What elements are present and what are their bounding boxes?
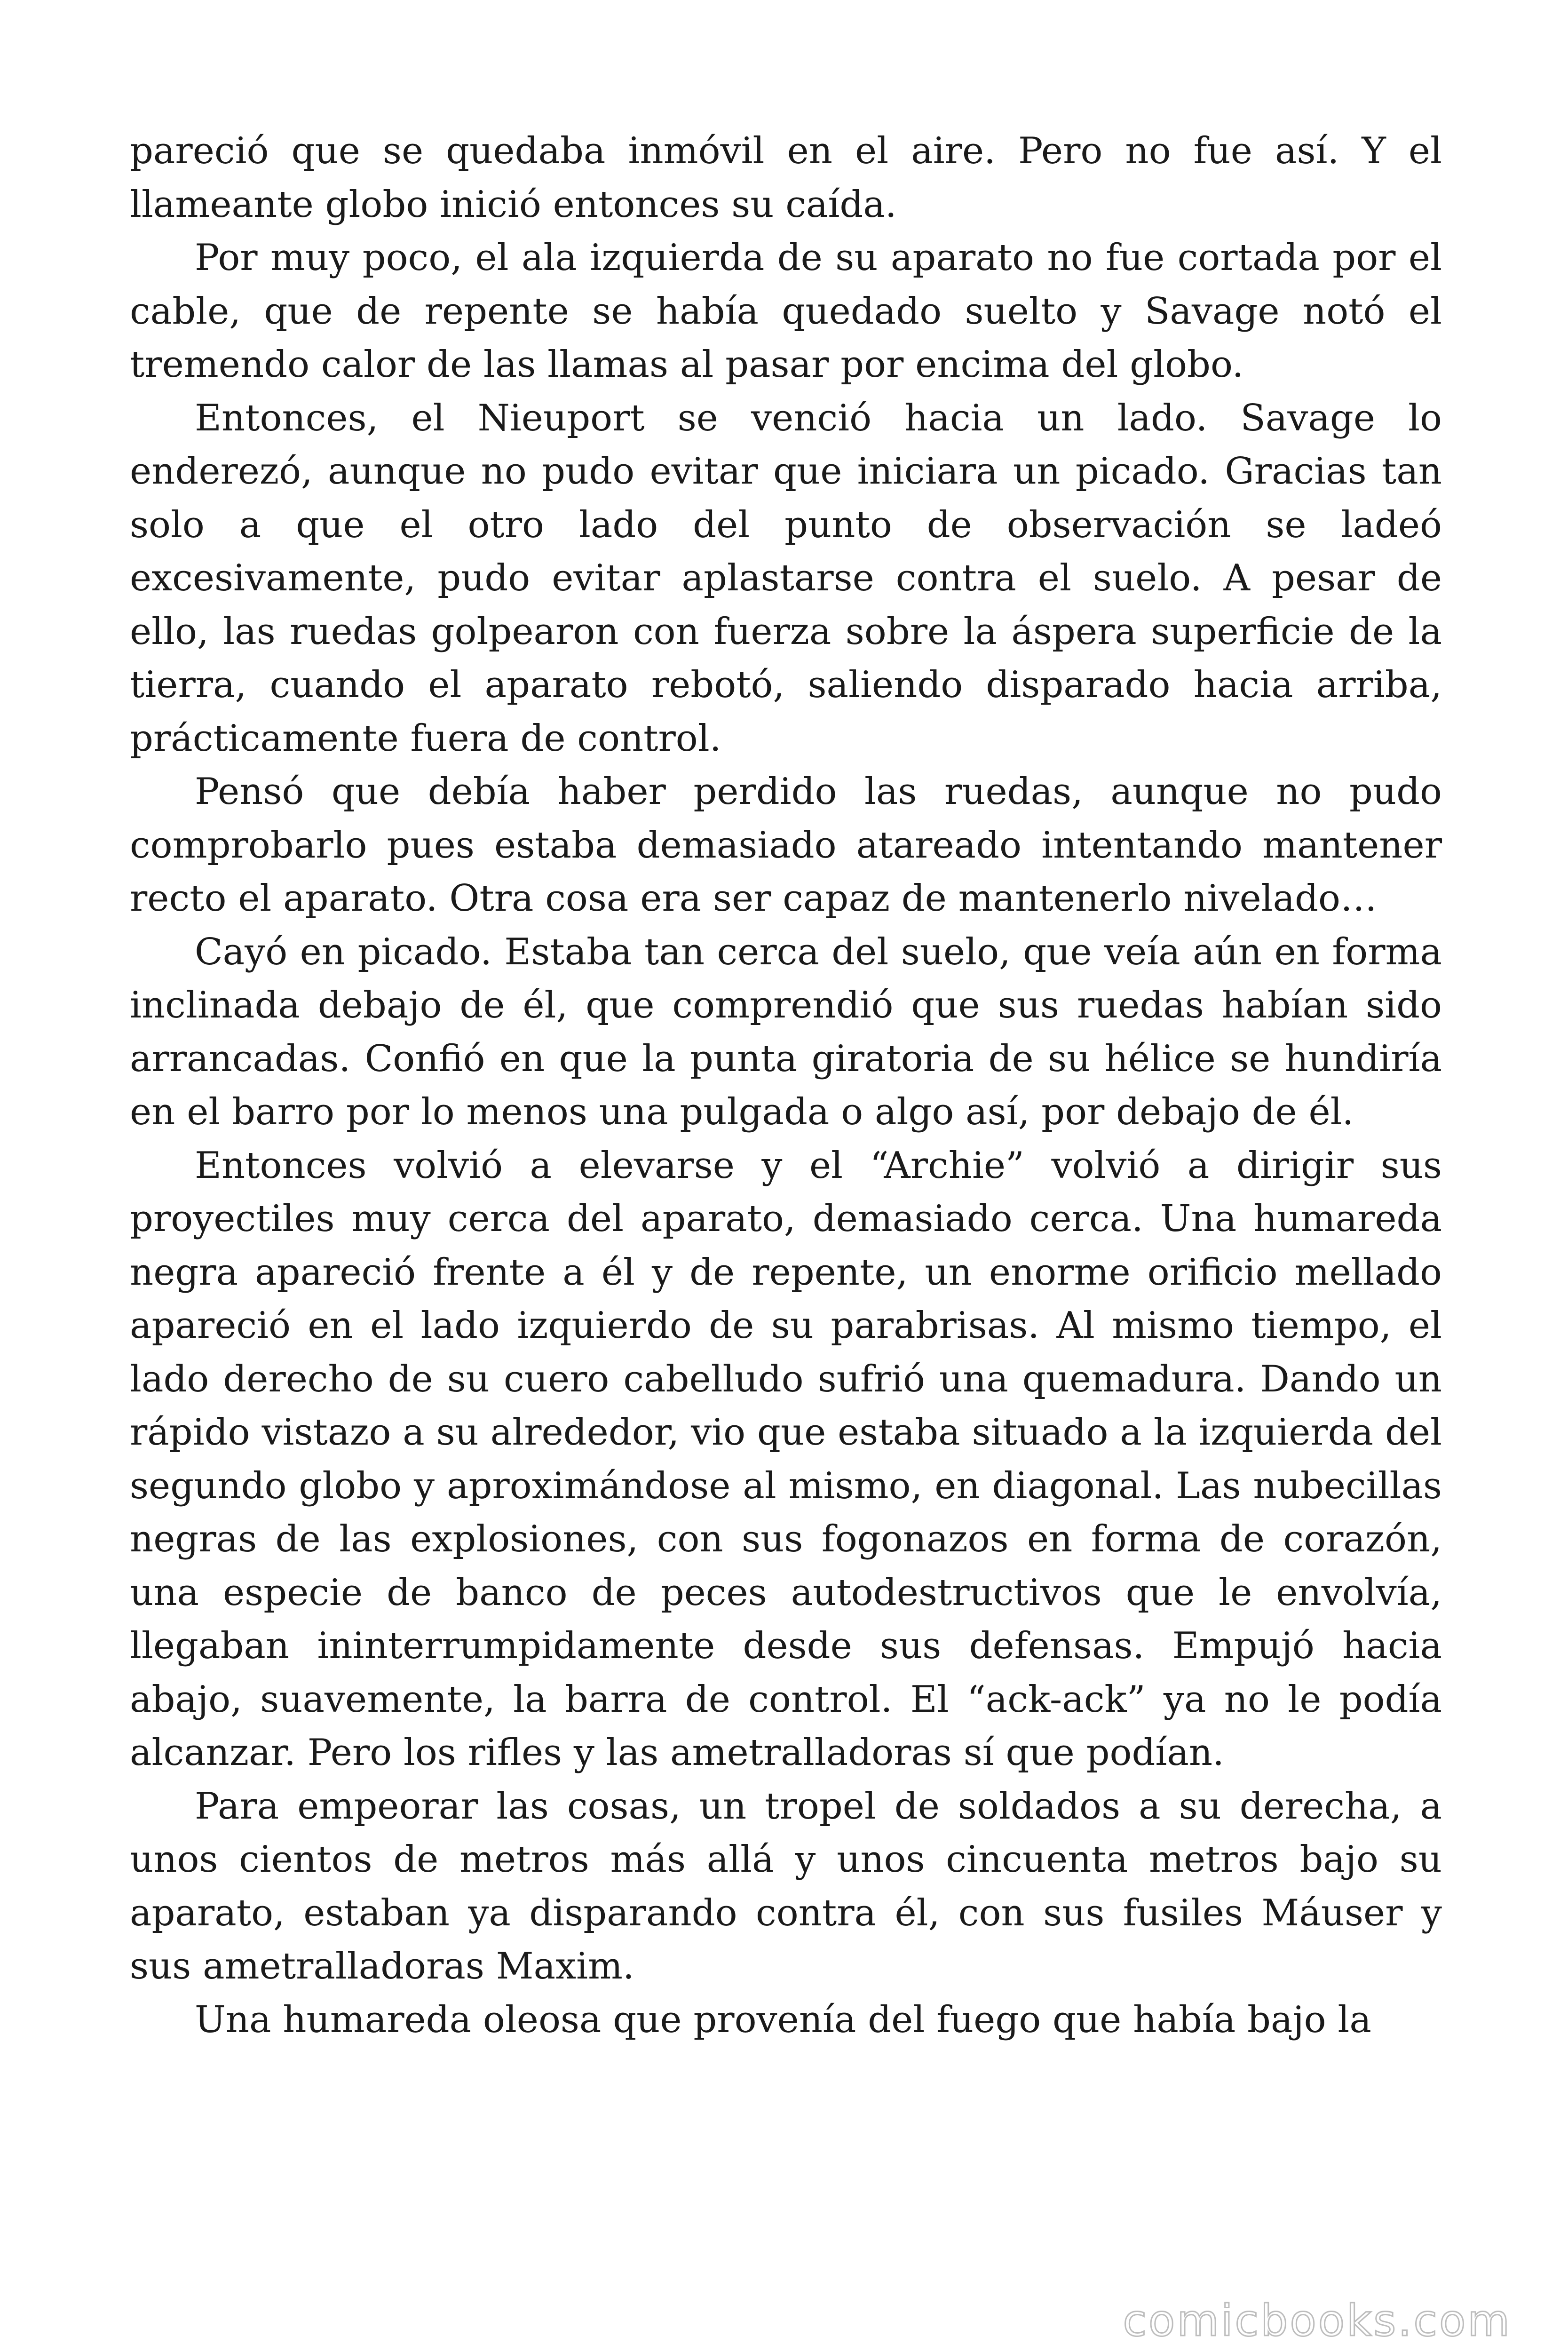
watermark: comicbooks.com bbox=[1123, 2296, 1512, 2346]
paragraph: Por muy poco, el ala izquierda de su aparato no fue cortada por el cable, que de repente se había quedado suelto y Savage notó el tremendo calor de las llamas al pasar por encima del globo. bbox=[130, 237, 1442, 386]
paragraph: Entonces, el Nieuport se venció hacia un lado. Savage lo enderezó, aunque no pudo evitar que iniciara un picado. Gracias tan solo a que el otro lado del punto de observación se ladeó excesivamente, pudo evitar aplastarse contra el suelo. A pesar de ello, las ruedas golpearon con fuerza sobre la áspera superficie de la tierra, cuando el aparato rebotó, saliendo disparado hacia arriba, prácticamente fuera de control. bbox=[130, 397, 1442, 760]
paragraph-last: Una humareda oleosa que provenía del fuego que había bajo la bbox=[195, 1998, 1371, 2041]
paragraph-continued: pareció que se quedaba inmóvil en el aire. Pero no fue así. Y el llameante globo inició entonces su caída. bbox=[130, 130, 1442, 226]
body-text bbox=[130, 125, 1442, 2047]
paragraph: Cayó en picado. Estaba tan cerca del suelo, que veía aún en forma inclinada debajo de él, que comprendió que sus ruedas habían sido arrancadas. Confió en que la punta giratoria de su hélice se hundiría en el barro por lo menos una pulgada o algo así, por debajo de él. bbox=[130, 930, 1442, 1133]
paragraph: Pensó que debía haber perdido las ruedas, aunque no pudo comprobarlo pues estaba demasiado atareado intentando mantener recto el aparato. Otra cosa era ser capaz de mantenerlo nivelado… bbox=[130, 771, 1442, 920]
paragraph: Para empeorar las cosas, un tropel de soldados a su derecha, a unos cientos de metros más allá y unos cincuenta metros bajo su aparato, estaban ya disparando contra él, con sus fusiles Máuser y sus ametralladoras Maxim. bbox=[130, 1785, 1442, 1987]
paragraph: Entonces volvió a elevarse y el “Archie” volvió a dirigir sus proyectiles muy cerca del aparato, demasiado cerca. Una humareda negra apareció frente a él y de repente, un enorme orificio mellado apareció en el lado izquierdo de su parabrisas. Al mismo tiempo, el lado derecho de su cuero cabelludo sufrió una quemadura. Dando un rápido vistazo a su alrededor, vio que estaba situado a la izquierda del segundo globo y aproximándose al mismo, en diagonal. Las nubecillas negras de las explosiones, con sus fogonazos en forma de corazón, una especie de banco de peces autodestructivos que le envolvía, llegaban ininterrumpidamente desde sus defensas. Empujó hacia abajo, suavemente, la barra de control. El “ack-ack” ya no le podía alcanzar. Pero los rifles y las ametralladoras sí que podían. bbox=[130, 1144, 1442, 1774]
